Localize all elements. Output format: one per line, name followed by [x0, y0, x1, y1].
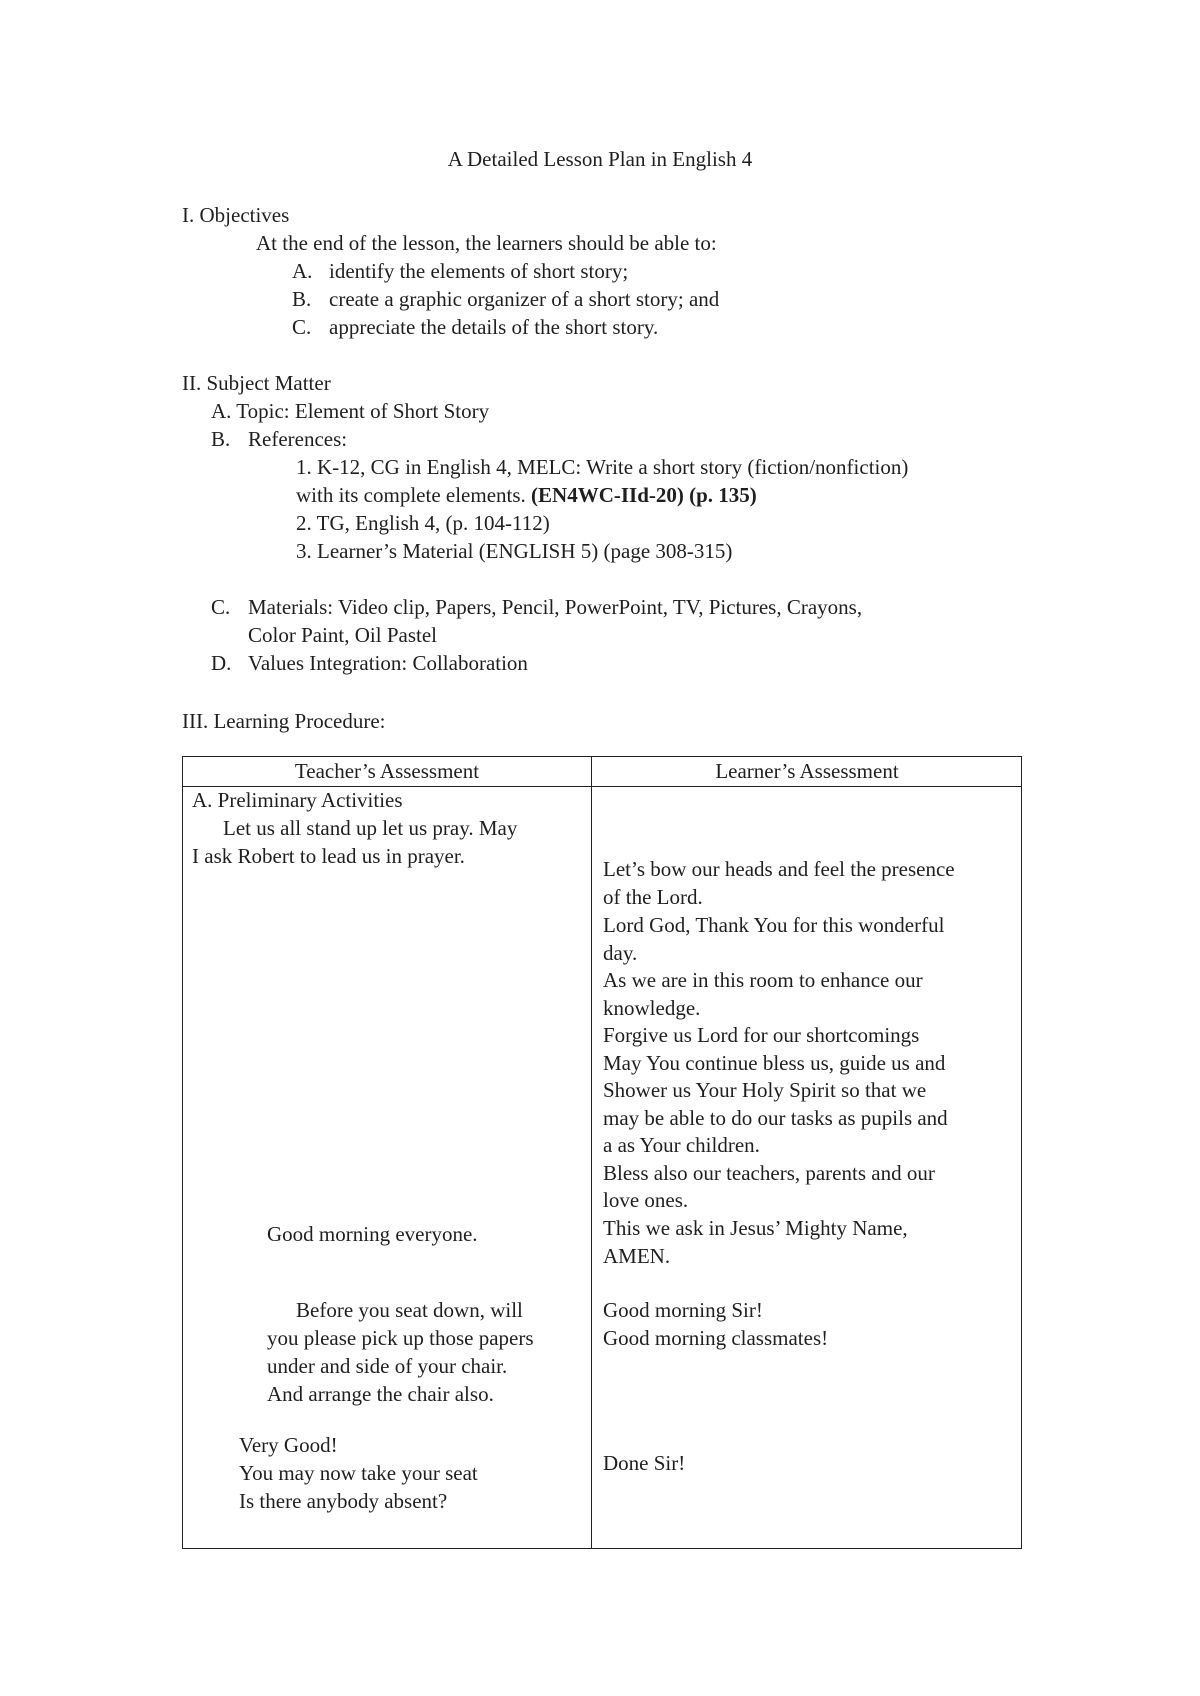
- learner-prayer-line: As we are in this room to enhance our: [603, 968, 923, 992]
- learner-prayer-line: AMEN.: [603, 1244, 671, 1268]
- reference-1-text: with its complete elements.: [296, 483, 526, 507]
- learner-prayer-line: May You continue bless us, guide us and: [603, 1051, 946, 1075]
- teacher-absent: Is there anybody absent?: [239, 1489, 448, 1513]
- objective-letter-a: A.: [292, 259, 313, 283]
- subject-matter-heading: II. Subject Matter: [182, 371, 331, 395]
- reference-1-code: (EN4WC-IId-20) (p. 135): [531, 483, 757, 507]
- learner-prayer-line: may be able to do our tasks as pupils and: [603, 1106, 948, 1130]
- learner-prayer-line: of the Lord.: [603, 885, 703, 909]
- reference-2: 2. TG, English 4, (p. 104-112): [296, 511, 550, 535]
- learner-greet-line1: Good morning Sir!: [603, 1298, 763, 1322]
- objective-letter-c: C.: [292, 315, 312, 339]
- objective-c: appreciate the details of the short story.: [329, 315, 659, 339]
- objective-b: create a graphic organizer of a short story; and: [329, 287, 720, 311]
- reference-1-line2: [296, 482, 757, 509]
- topic: A. Topic: Element of Short Story: [211, 399, 490, 423]
- objectives-intro: At the end of the lesson, the learners should be able to:: [256, 231, 717, 255]
- teacher-seat-line1: Before you seat down, will: [296, 1298, 523, 1322]
- materials-letter: C.: [211, 595, 231, 619]
- learner-greet-line2: Good morning classmates!: [603, 1326, 829, 1350]
- values-integration: Values Integration: Collaboration: [248, 651, 528, 675]
- teacher-prelim: A. Preliminary Activities: [192, 788, 403, 812]
- learner-prayer-line: day.: [603, 941, 638, 965]
- teacher-seat-line4: And arrange the chair also.: [267, 1382, 494, 1406]
- materials-line2: Color Paint, Oil Pastel: [248, 623, 437, 647]
- values-letter: D.: [211, 651, 232, 675]
- learner-prayer-line: knowledge.: [603, 996, 701, 1020]
- learner-prayer-line: Lord God, Thank You for this wonderful: [603, 913, 945, 937]
- procedure-heading: III. Learning Procedure:: [182, 709, 386, 733]
- objective-a: identify the elements of short story;: [329, 259, 629, 283]
- teacher-pray-line1: Let us all stand up let us pray. May: [223, 816, 518, 840]
- teacher-take-seat: You may now take your seat: [239, 1461, 478, 1485]
- reference-1-line1: 1. K-12, CG in English 4, MELC: Write a short story (fiction/nonfiction): [296, 455, 909, 479]
- reference-3: 3. Learner’s Material (ENGLISH 5) (page 308-315): [296, 539, 733, 563]
- procedure-table: [182, 756, 1022, 1549]
- references-letter: B.: [211, 427, 231, 451]
- materials-line1: Materials: Video clip, Papers, Pencil, PowerPoint, TV, Pictures, Crayons,: [248, 595, 863, 619]
- learner-prayer-line: a as Your children.: [603, 1133, 760, 1157]
- learner-done: Done Sir!: [603, 1451, 686, 1475]
- header-learner: Learner’s Assessment: [715, 759, 899, 783]
- teacher-greeting: Good morning everyone.: [267, 1222, 478, 1246]
- learner-prayer-line: Let’s bow our heads and feel the presence: [603, 857, 955, 881]
- page-title: A Detailed Lesson Plan in English 4: [447, 147, 753, 171]
- references-label: References:: [248, 427, 348, 451]
- table-column-divider: [591, 757, 592, 1548]
- teacher-very-good: Very Good!: [239, 1433, 338, 1457]
- learner-prayer-line: Bless also our teachers, parents and our: [603, 1161, 935, 1185]
- teacher-pray-line2: I ask Robert to lead us in prayer.: [192, 844, 465, 868]
- learner-prayer-line: Shower us Your Holy Spirit so that we: [603, 1078, 927, 1102]
- learner-prayer-line: Forgive us Lord for our shortcomings: [603, 1023, 920, 1047]
- objectives-heading: I. Objectives: [182, 203, 290, 227]
- header-teacher: Teacher’s Assessment: [294, 759, 480, 783]
- teacher-seat-line2: you please pick up those papers: [267, 1326, 534, 1350]
- learner-prayer-line: This we ask in Jesus’ Mighty Name,: [603, 1216, 908, 1240]
- teacher-seat-line3: under and side of your chair.: [267, 1354, 508, 1378]
- learner-prayer-line: love ones.: [603, 1188, 689, 1212]
- objective-letter-b: B.: [292, 287, 312, 311]
